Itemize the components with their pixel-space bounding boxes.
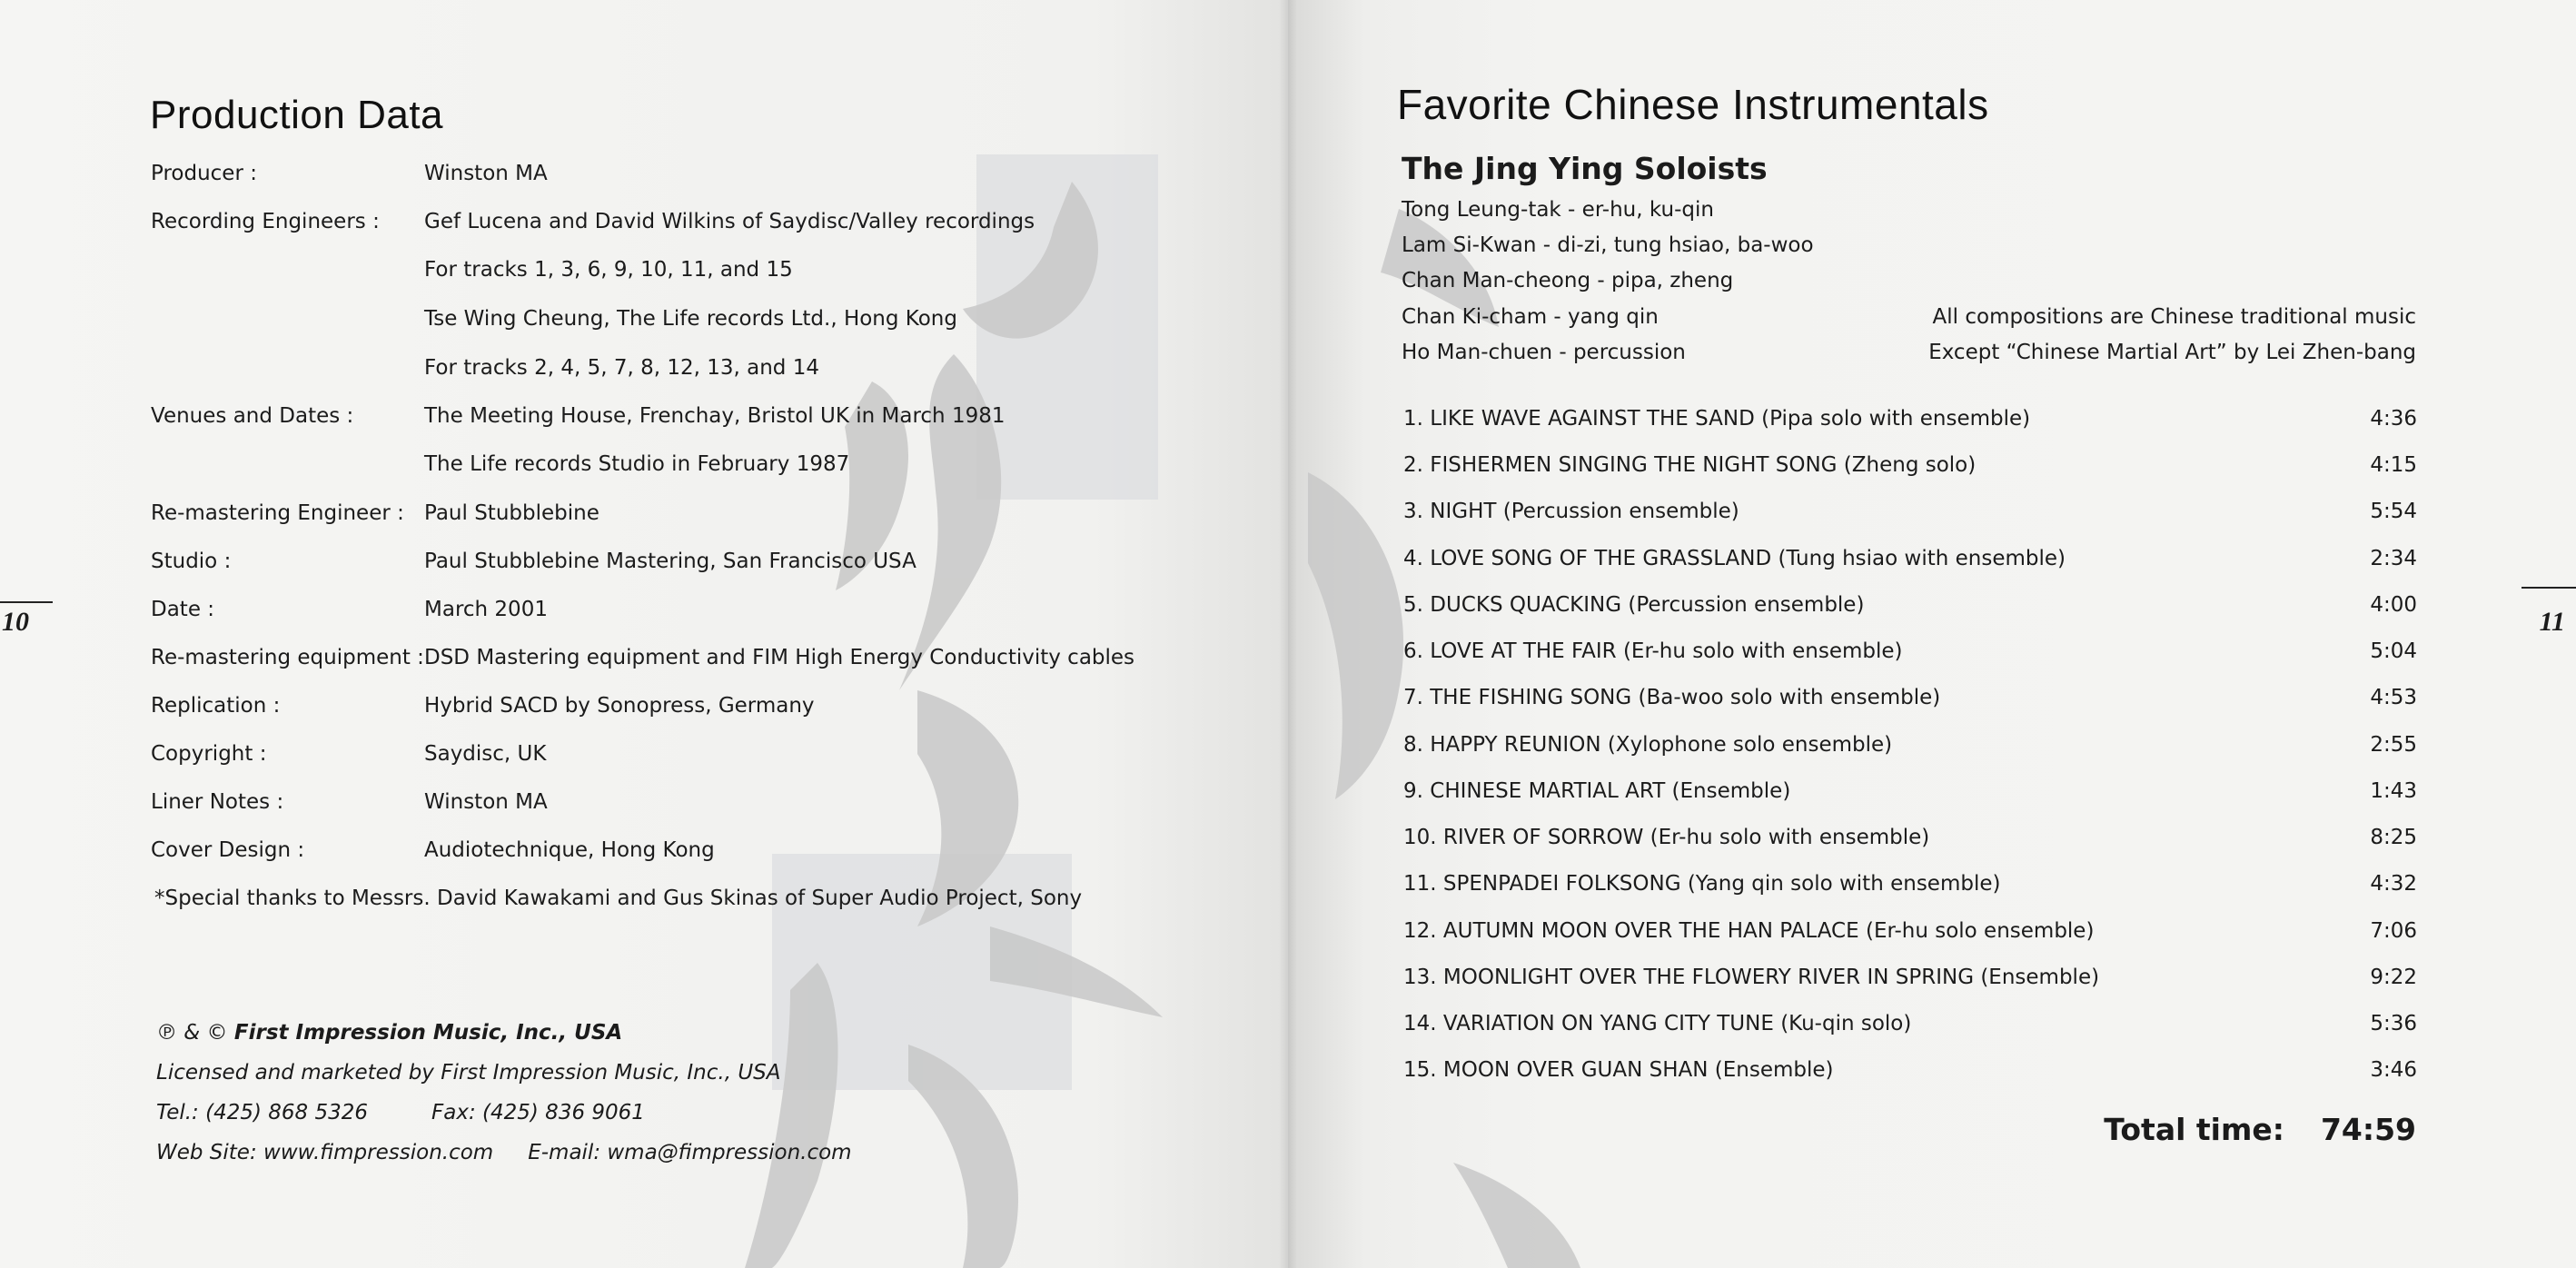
track-time: 5:36 — [2370, 1012, 2417, 1035]
musician-item: Ho Man-chuen - percussion — [1402, 341, 1686, 364]
musician-item: Lam Si-Kwan - di-zi, tung hsiao, ba-woo — [1402, 233, 1814, 257]
track-time: 8:25 — [2370, 826, 2417, 849]
website-link[interactable]: Web Site: www.fimpression.com — [156, 1141, 494, 1164]
data-label: Re-mastering Engineer : — [151, 501, 404, 525]
total-time-label: Total time: — [2104, 1112, 2284, 1147]
data-row — [151, 598, 1195, 634]
data-row — [151, 838, 1195, 875]
data-label: Liner Notes : — [151, 790, 284, 814]
web-line — [156, 1141, 852, 1164]
track-title: 11. SPENPADEI FOLKSONG (Yang qin solo with ensemble) — [1403, 872, 2001, 896]
data-row — [151, 356, 1195, 392]
track-time: 5:04 — [2370, 639, 2417, 663]
fax: Fax: (425) 836 9061 — [431, 1101, 645, 1124]
track-row — [1403, 966, 2417, 1002]
data-value: Paul Stubblebine — [424, 501, 599, 525]
data-row — [151, 404, 1195, 441]
data-label: Studio : — [151, 550, 232, 573]
data-row — [151, 501, 1195, 538]
track-row — [1403, 547, 2417, 583]
data-label: Re-mastering equipment : — [151, 646, 424, 669]
track-title: 6. LOVE AT THE FAIR (Er-hu solo with ensemble) — [1403, 639, 1903, 663]
data-row — [151, 742, 1195, 778]
page-number-rule — [2522, 587, 2576, 589]
track-row — [1403, 593, 2417, 629]
track-title: 12. AUTUMN MOON OVER THE HAN PALACE (Er-hu solo ensemble) — [1403, 919, 2095, 943]
data-value: Hybrid SACD by Sonopress, Germany — [424, 694, 815, 718]
track-row — [1403, 779, 2417, 816]
musician-item: Tong Leung-tak - er-hu, ku-qin — [1402, 198, 1714, 222]
copyright-symbols: ℗ & © — [156, 1021, 228, 1045]
track-title: 8. HAPPY REUNION (Xylophone solo ensemble) — [1403, 733, 1893, 757]
data-row — [151, 452, 1195, 489]
data-label: Copyright : — [151, 742, 267, 766]
data-row — [151, 210, 1195, 246]
track-row — [1403, 872, 2417, 908]
data-value: For tracks 2, 4, 5, 7, 8, 12, 13, and 14 — [424, 356, 819, 380]
data-row — [151, 258, 1195, 294]
phone-line — [156, 1101, 645, 1124]
credit-line: Except “Chinese Martial Art” by Lei Zhen-bang — [1928, 341, 2416, 364]
page-number-right: 11 — [2539, 607, 2565, 637]
data-value: DSD Mastering equipment and FIM High Energy Conductivity cables — [424, 646, 1135, 669]
data-value: For tracks 1, 3, 6, 9, 10, 11, and 15 — [424, 258, 793, 282]
page-number-left: 10 — [2, 607, 29, 637]
track-time: 3:46 — [2370, 1058, 2417, 1082]
musician-item: Chan Man-cheong - pipa, zheng — [1402, 269, 1734, 292]
track-row — [1403, 919, 2417, 956]
data-value: Gef Lucena and David Wilkins of Saydisc/Valley recordings — [424, 210, 1035, 233]
credit-line: All compositions are Chinese traditional music — [1932, 305, 2416, 329]
data-value: March 2001 — [424, 598, 548, 621]
track-row — [1403, 826, 2417, 862]
data-row — [151, 646, 1195, 682]
data-row — [151, 162, 1195, 198]
track-title: 5. DUCKS QUACKING (Percussion ensemble) — [1403, 593, 1865, 617]
track-title: 14. VARIATION ON YANG CITY TUNE (Ku-qin solo) — [1403, 1012, 1912, 1035]
album-title: Favorite Chinese Instrumentals — [1397, 81, 1989, 128]
data-row — [151, 694, 1195, 730]
track-row — [1403, 1058, 2417, 1095]
track-time: 4:53 — [2370, 686, 2417, 709]
copyright-line — [156, 1021, 622, 1045]
email-link[interactable]: E-mail: wma@fimpression.com — [528, 1141, 852, 1164]
track-time: 4:15 — [2370, 453, 2417, 477]
track-row — [1403, 1012, 2417, 1048]
track-time: 4:36 — [2370, 407, 2417, 431]
track-time: 4:00 — [2370, 593, 2417, 617]
data-value: Winston MA — [424, 790, 548, 814]
track-row — [1403, 453, 2417, 490]
musician-item: Chan Ki-cham - yang qin — [1402, 305, 1659, 329]
track-time: 5:54 — [2370, 500, 2417, 523]
company-name: First Impression Music, Inc., USA — [233, 1021, 623, 1045]
production-data-heading: Production Data — [150, 93, 444, 137]
data-value: Audiotechnique, Hong Kong — [424, 838, 715, 862]
track-time: 1:43 — [2370, 779, 2417, 803]
data-label: Producer : — [151, 162, 257, 185]
track-title: 7. THE FISHING SONG (Ba-woo solo with ensemble) — [1403, 686, 1941, 709]
data-label: Cover Design : — [151, 838, 305, 862]
data-value: The Meeting House, Frenchay, Bristol UK in March 1981 — [424, 404, 1006, 428]
data-label: Venues and Dates : — [151, 404, 354, 428]
track-row — [1403, 500, 2417, 536]
data-row — [151, 550, 1195, 586]
track-title: 15. MOON OVER GUAN SHAN (Ensemble) — [1403, 1058, 1834, 1082]
telephone: Tel.: (425) 868 5326 — [156, 1101, 369, 1124]
data-value: Winston MA — [424, 162, 548, 185]
data-value: Saydisc, UK — [424, 742, 547, 766]
data-label: Recording Engineers : — [151, 210, 380, 233]
data-row — [151, 307, 1195, 343]
ensemble-name: The Jing Ying Soloists — [1402, 151, 1768, 186]
track-time: 2:55 — [2370, 733, 2417, 757]
data-value: The Life records Studio in February 1987 — [424, 452, 850, 476]
licensed-line: Licensed and marketed by First Impression Music, Inc., USA — [156, 1061, 781, 1085]
track-time: 4:32 — [2370, 872, 2417, 896]
track-title: 9. CHINESE MARTIAL ART (Ensemble) — [1403, 779, 1791, 803]
track-title: 2. FISHERMEN SINGING THE NIGHT SONG (Zheng solo) — [1403, 453, 1977, 477]
track-title: 3. NIGHT (Percussion ensemble) — [1403, 500, 1739, 523]
track-title: 10. RIVER OF SORROW (Er-hu solo with ensemble) — [1403, 826, 1930, 849]
track-title: 13. MOONLIGHT OVER THE FLOWERY RIVER IN SPRING (Ensemble) — [1403, 966, 2100, 989]
data-label: Date : — [151, 598, 215, 621]
track-row — [1403, 733, 2417, 769]
page-number-rule — [0, 601, 53, 603]
track-title: 4. LOVE SONG OF THE GRASSLAND (Tung hsiao with ensemble) — [1403, 547, 2066, 570]
data-value: Tse Wing Cheung, The Life records Ltd., Hong Kong — [424, 307, 957, 331]
track-row — [1403, 639, 2417, 676]
data-row — [151, 790, 1195, 827]
track-time: 7:06 — [2370, 919, 2417, 943]
special-thanks-note: *Special thanks to Messrs. David Kawakami and Gus Skinas of Super Audio Project, Sony — [154, 887, 1083, 910]
track-time: 2:34 — [2370, 547, 2417, 570]
data-value: Paul Stubblebine Mastering, San Francisco USA — [424, 550, 916, 573]
track-title: 1. LIKE WAVE AGAINST THE SAND (Pipa solo with ensemble) — [1403, 407, 2031, 431]
track-time: 9:22 — [2370, 966, 2417, 989]
track-row — [1403, 407, 2417, 443]
data-label: Replication : — [151, 694, 281, 718]
total-time — [2104, 1112, 2416, 1147]
track-row — [1403, 686, 2417, 722]
total-time-value: 74:59 — [2320, 1112, 2416, 1147]
